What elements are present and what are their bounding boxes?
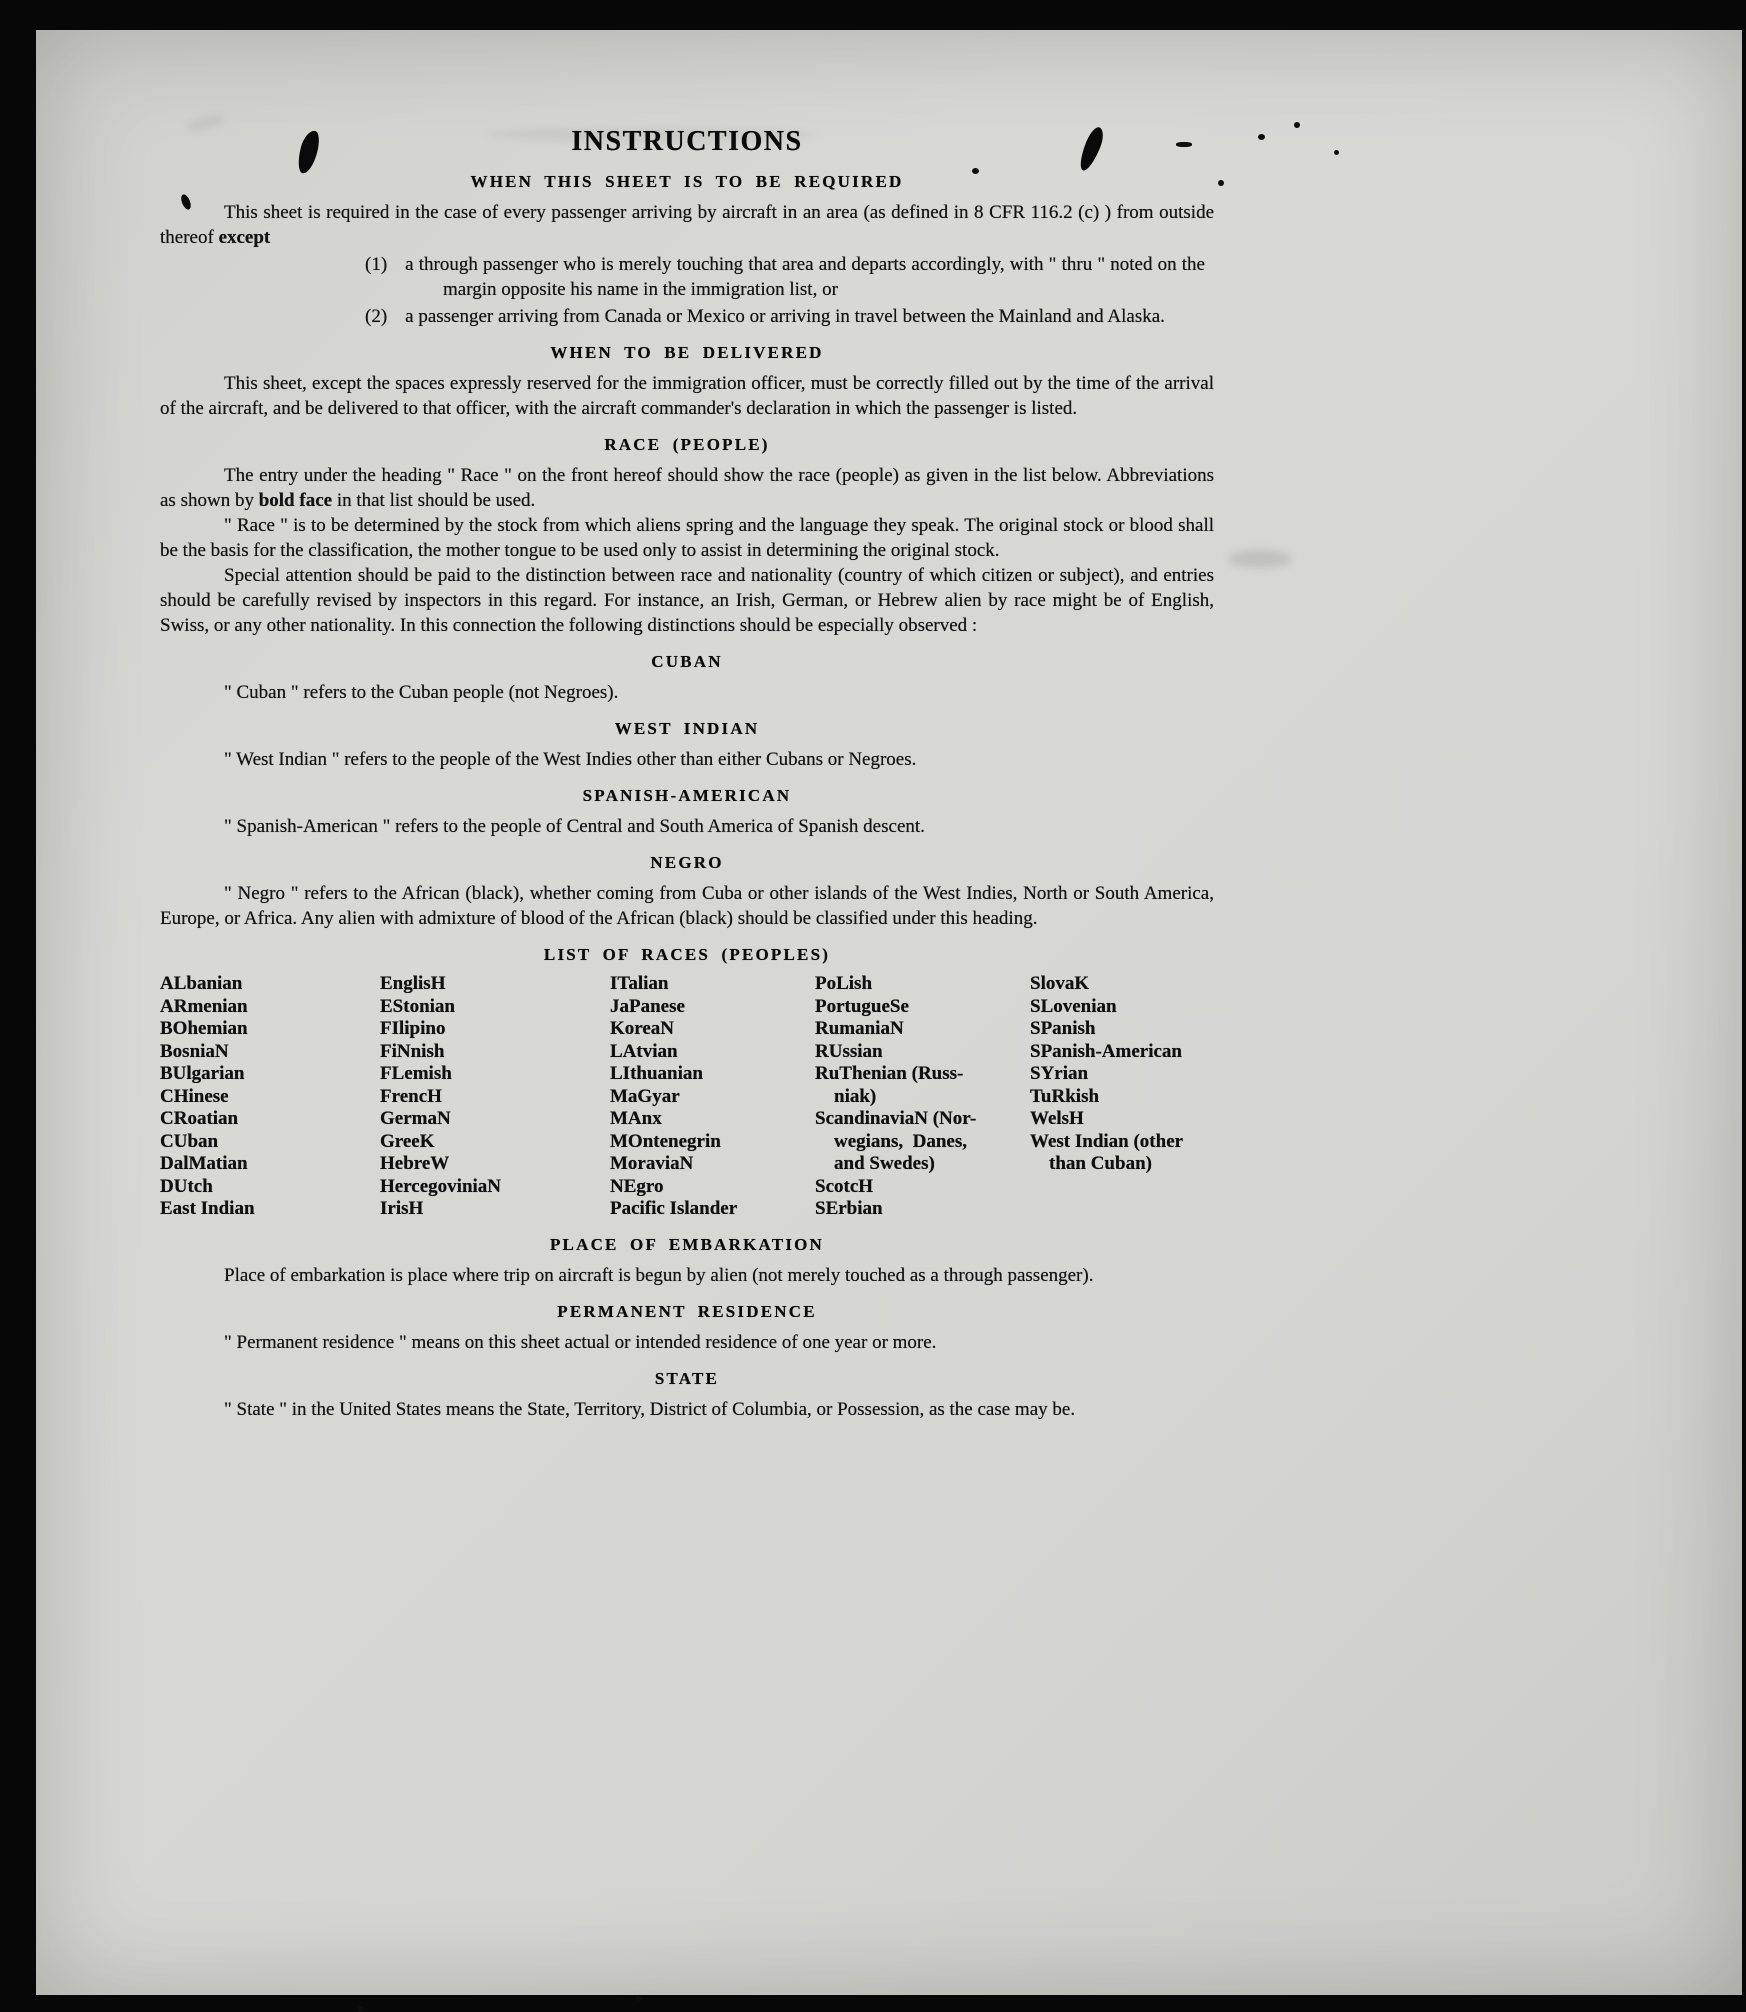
race-list-item: NEgro: [610, 1175, 664, 1197]
required-intro-text: This sheet is required in the case of every passenger arriving by aircraft in an area (as defined in 8 CFR 116.2 (c) ) from outside thereof: [160, 202, 1214, 248]
race-list-item: GermaN: [380, 1108, 451, 1129]
race-list-item: ITalian: [610, 973, 669, 994]
state-paragraph: " State " in the United States means the State, Territory, District of Columbia, or Possession, as the case may be.: [224, 1398, 1076, 1420]
race-list-item: DUtch: [160, 1175, 213, 1197]
paper-sheet: [36, 30, 1742, 1995]
race-list-item: and Swedes): [815, 1153, 935, 1174]
races-column-4: [815, 973, 1030, 1221]
cuban-paragraph: " Cuban " refers to the Cuban people (not Negroes).: [224, 682, 619, 703]
heading-negro: NEGRO: [650, 853, 724, 872]
race-list-item: SYrian: [1030, 1063, 1089, 1084]
required-intro-except: except: [218, 227, 271, 248]
race-list-item: RuThenian (Russ-: [815, 1063, 964, 1084]
race-list-item: PortugueSe: [815, 995, 909, 1017]
race-list-item: Pacific Islander: [610, 1198, 738, 1219]
race-paragraph-2: " Race " is to be determined by the stock from which aliens spring and the language they speak. The original stock or blood shall be the basis for the classification, the mother tongue to be used only to assist in determining the original stock.: [160, 515, 1214, 561]
race-list-item: EStonian: [380, 995, 455, 1017]
race-list-item: SPanish-American: [1030, 1040, 1182, 1062]
race-list-item: niak): [815, 1085, 877, 1107]
races-column-3: [610, 973, 815, 1221]
race-p1-boldface: bold face: [258, 490, 333, 511]
heading-list-of-races: LIST OF RACES (PEOPLES): [543, 945, 831, 964]
heading-race-people: RACE (PEOPLE): [604, 435, 770, 454]
item-number: (1): [365, 254, 388, 275]
race-list-item: GreeK: [380, 1130, 435, 1152]
heading-west-indian: WEST INDIAN: [614, 719, 760, 738]
race-list-item: MOntenegrin: [610, 1130, 721, 1152]
heading-when-required: WHEN THIS SHEET IS TO BE REQUIRED: [470, 172, 904, 191]
required-item-1: [365, 252, 1205, 302]
item-text: a passenger arriving from Canada or Mexico or arriving in travel between the Mainland and Alaska.: [405, 306, 1165, 327]
heading-state: STATE: [654, 1368, 720, 1388]
race-list-item: RUssian: [815, 1040, 883, 1062]
race-list-item: ScandinaviaN (Nor-: [815, 1108, 977, 1129]
race-list-item: PoLish: [815, 973, 873, 994]
race-list-item: HercegoviniaN: [380, 1175, 502, 1197]
ink-speck: [1258, 134, 1265, 140]
race-paragraph-1: [160, 463, 1214, 513]
ink-speck: [1218, 180, 1224, 186]
races-column-5: [1030, 973, 1214, 1221]
race-list-item: CUban: [160, 1130, 219, 1152]
race-list-item: MoraviaN: [610, 1153, 694, 1174]
negro-paragraph: " Negro " refers to the African (black), whether coming from Cuba or other islands of the West Indies, North or South America, Europe, or Africa. Any alien with admixture of blood of the African (black) should be classified under this heading.: [160, 883, 1214, 929]
instructions-document: [160, 126, 1214, 1422]
delivered-paragraph: This sheet, except the spaces expressly reserved for the immigration officer, must be correctly filled out by the time of the arrival of the aircraft, and be delivered to that officer, with the aircraft commander's declaration in which the passenger is listed.: [160, 373, 1214, 419]
race-list-item: LIthuanian: [610, 1063, 703, 1084]
item-text: a through passenger who is merely touching that area and departs accordingly, with " thru " noted on the margin opposite his name in the immigration list, or: [405, 254, 1205, 300]
race-paragraph-3: Special attention should be paid to the distinction between race and nationality (country of which citizen or subject), and entries should be carefully revised by inspectors in this regard. For instance, an Irish, German, or Hebrew alien by race might be of English, Swiss, or any other nationality. In this connection the following distinctions should be especially observed :: [160, 565, 1214, 636]
race-list-item: IrisH: [380, 1198, 424, 1219]
race-list-item: SLovenian: [1030, 995, 1117, 1017]
heading-permanent-residence: PERMANENT RESIDENCE: [557, 1301, 817, 1321]
race-list-item: MaGyar: [610, 1085, 680, 1107]
race-list-item: SPanish: [1030, 1018, 1096, 1039]
race-list-item: BOhemian: [160, 1018, 248, 1039]
item-number: (2): [365, 306, 388, 327]
race-list-item: ARmenian: [160, 995, 248, 1017]
ink-speck: [1334, 150, 1339, 155]
race-list-item: LAtvian: [610, 1040, 678, 1062]
race-list-item: CRoatian: [160, 1108, 239, 1129]
heading-when-delivered: WHEN TO BE DELIVERED: [550, 343, 824, 362]
race-p1-text: The entry under the heading " Race " on the front hereof should show the race (people) as given in the list below. Abbreviations as shown by: [160, 465, 1214, 511]
race-list-item: KoreaN: [610, 1018, 675, 1039]
race-list-item: wegians, Danes,: [815, 1130, 968, 1152]
race-p1-text-2: in that list should be used.: [332, 490, 536, 511]
race-list-item: DalMatian: [160, 1153, 248, 1174]
required-intro-paragraph: [160, 200, 1214, 250]
west-indian-paragraph: " West Indian " refers to the people of the West Indies other than either Cubans or Negroes.: [224, 749, 917, 770]
spanish-american-paragraph: " Spanish-American " refers to the people of Central and South America of Spanish descent.: [224, 816, 925, 837]
race-list-item: WelsH: [1030, 1108, 1084, 1129]
race-list-item: ScotcH: [815, 1175, 874, 1197]
race-list-item: East Indian: [160, 1198, 255, 1219]
race-list-item: SErbian: [815, 1198, 883, 1219]
race-list-item: RumaniaN: [815, 1018, 904, 1039]
races-table: [160, 973, 1214, 1221]
heading-place-of-embarkation: PLACE OF EMBARKATION: [549, 1234, 825, 1254]
page-title: INSTRUCTIONS: [571, 126, 803, 157]
races-column-2: [380, 973, 610, 1221]
race-list-item: CHinese: [160, 1085, 229, 1107]
race-list-item: ALbanian: [160, 973, 243, 994]
scan-smudge: [1228, 550, 1292, 568]
race-list-item: West Indian (other: [1030, 1130, 1184, 1152]
race-list-item: SlovaK: [1030, 973, 1090, 994]
race-list-item: JaPanese: [610, 995, 685, 1017]
race-list-item: FiNnish: [380, 1040, 445, 1062]
race-list-item: EnglisH: [380, 973, 446, 994]
races-column-1: [160, 973, 380, 1221]
ink-speck: [358, 2006, 364, 2012]
race-list-item: FIlipino: [380, 1018, 446, 1039]
race-list-item: BosniaN: [160, 1040, 229, 1062]
required-item-2: [365, 304, 1205, 329]
race-list-item: than Cuban): [1030, 1153, 1152, 1174]
race-list-item: FLemish: [380, 1063, 452, 1084]
heading-cuban: CUBAN: [651, 652, 723, 671]
race-list-item: FrencH: [380, 1085, 442, 1107]
race-list-item: HebreW: [380, 1153, 450, 1174]
ink-speck: [1294, 122, 1300, 128]
heading-spanish-american: SPANISH-AMERICAN: [582, 786, 792, 805]
ink-speck: [636, 1996, 641, 2001]
residence-paragraph: " Permanent residence " means on this sheet actual or intended residence of one year or more.: [224, 1331, 937, 1353]
race-list-item: BUlgarian: [160, 1063, 245, 1084]
race-list-item: TuRkish: [1030, 1085, 1100, 1107]
race-list-item: MAnx: [610, 1108, 662, 1129]
embarkation-paragraph: Place of embarkation is place where trip on aircraft is begun by alien (not merely touched as a through passenger).: [224, 1264, 1094, 1286]
